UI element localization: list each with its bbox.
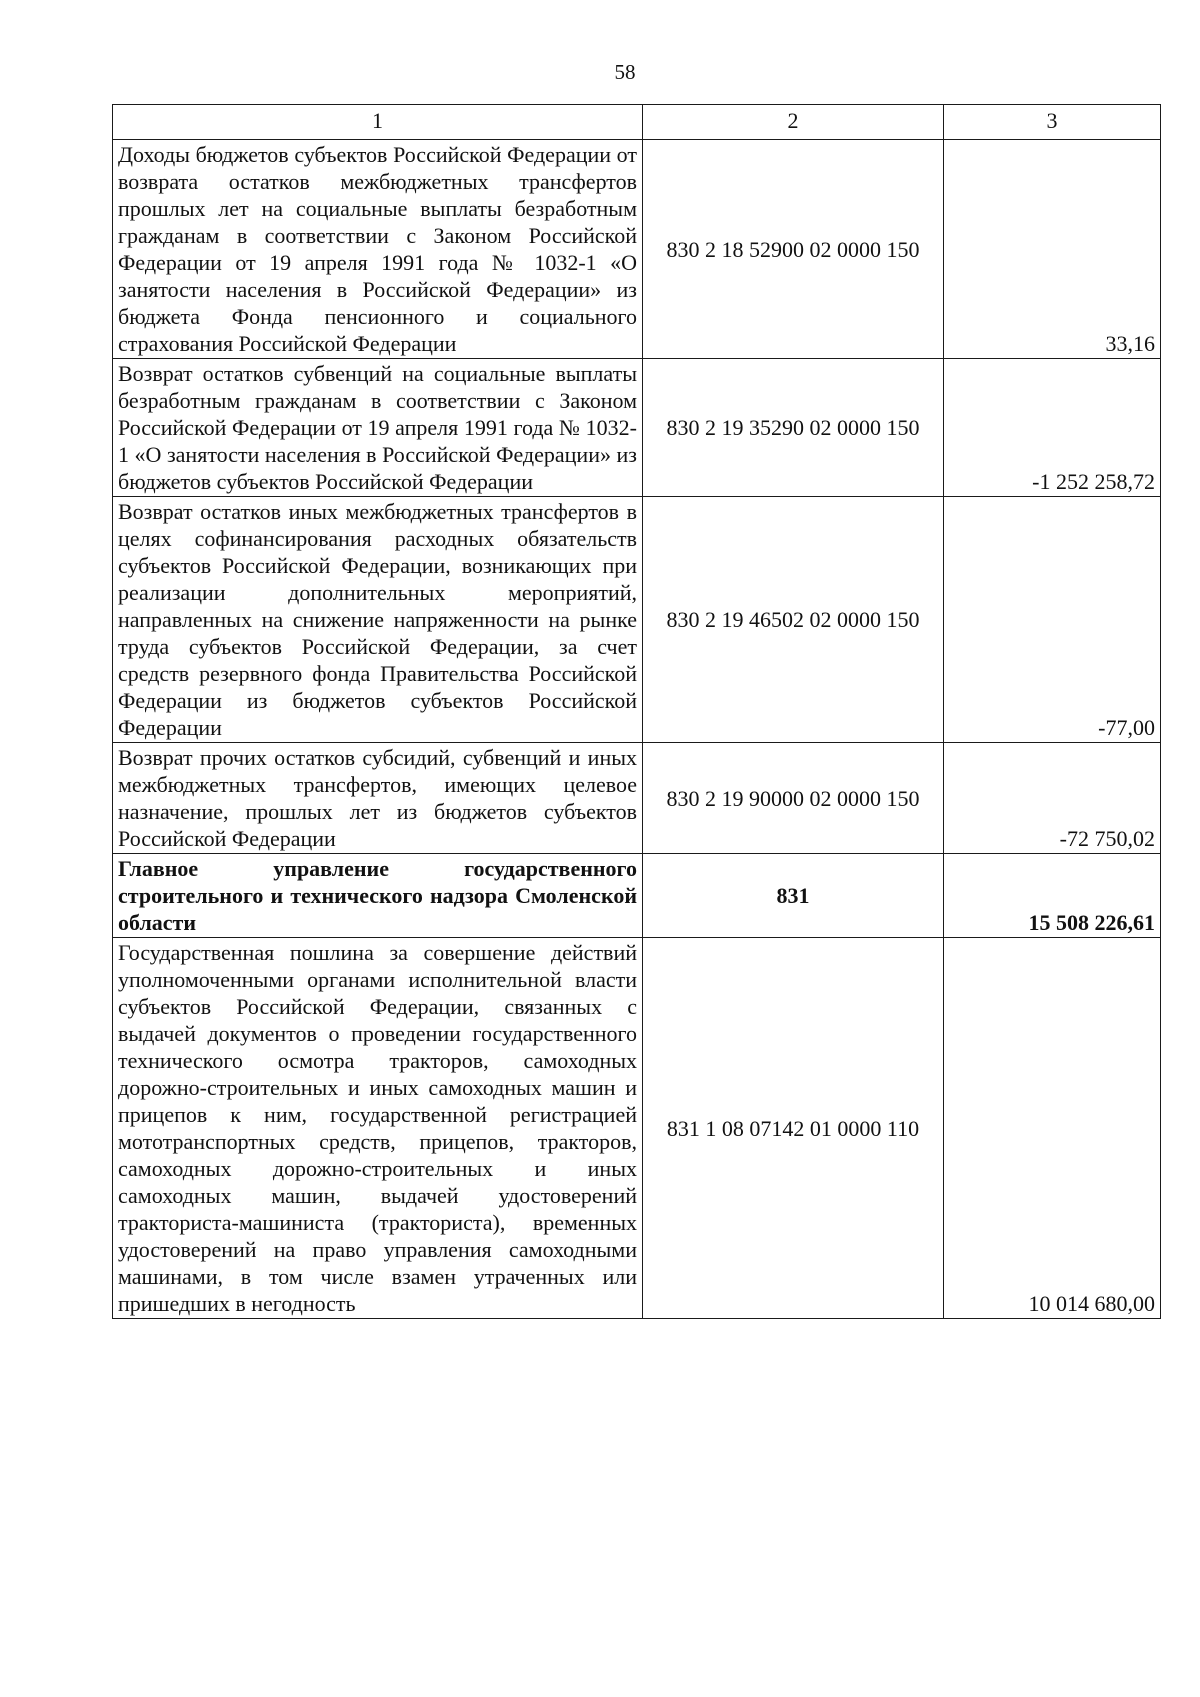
table-row [113, 743, 1161, 854]
department-name: Главное управление государственного строительного и технического надзора Смоленской области [113, 854, 643, 938]
row-name: Возврат прочих остатков субсидий, субвенций и иных межбюджетных трансфертов, имеющих целевое назначение, прошлых лет из бюджетов субъектов Российской Федерации [113, 743, 643, 854]
budget-table [112, 104, 1161, 1319]
column-header-2: 2 [643, 105, 944, 140]
table-row-department [113, 854, 1161, 938]
row-code: 830 2 19 46502 02 0000 150 [643, 497, 944, 743]
table-row [113, 497, 1161, 743]
table-row [113, 359, 1161, 497]
table-row [113, 140, 1161, 359]
column-header-3: 3 [944, 105, 1161, 140]
row-name: Государственная пошлина за совершение действий уполномоченными органами исполнительной власти субъектов Российской Федерации, связанных с выдачей документов о проведении государственного технического осмотра тракторов, самоходных дорожно-строительных и иных самоходных машин и прицепов к ним, государственной регистрацией мототранспортных средств, прицепов, тракторов, самоходных дорожно-строительных и иных самоходных машин, выдачей удостоверений тракториста-машиниста (тракториста), временных удостоверений на право управления самоходными машинами, в том числе взамен утраченных или пришедших в негодность [113, 938, 643, 1319]
row-code: 830 2 19 35290 02 0000 150 [643, 359, 944, 497]
row-code: 830 2 18 52900 02 0000 150 [643, 140, 944, 359]
table-header-row [113, 105, 1161, 140]
row-name: Доходы бюджетов субъектов Российской Федерации от возврата остатков межбюджетных трансфертов прошлых лет на социальные выплаты безработным гражданам в соответствии с Законом Российской Федерации от 19 апреля 1991 года № 1032-1 «О занятости населения в Российской Федерации» из бюджета Фонда пенсионного и социального страхования Российской Федерации [113, 140, 643, 359]
row-code: 831 1 08 07142 01 0000 110 [643, 938, 944, 1319]
row-amount: -72 750,02 [944, 743, 1161, 854]
row-amount: 33,16 [944, 140, 1161, 359]
table-row [113, 938, 1161, 1319]
row-amount: -77,00 [944, 497, 1161, 743]
row-amount: 10 014 680,00 [944, 938, 1161, 1319]
row-name: Возврат остатков иных межбюджетных трансфертов в целях софинансирования расходных обязательств субъектов Российской Федерации, возникающих при реализации дополнительных мероприятий, направленных на снижение напряженности на рынке труда субъектов Российской Федерации, за счет средств резервного фонда Правительства Российской Федерации из бюджетов субъектов Российской Федерации [113, 497, 643, 743]
department-total: 15 508 226,61 [944, 854, 1161, 938]
department-code: 831 [643, 854, 944, 938]
row-code: 830 2 19 90000 02 0000 150 [643, 743, 944, 854]
row-name: Возврат остатков субвенций на социальные выплаты безработным гражданам в соответствии с Законом Российской Федерации от 19 апреля 1991 года № 1032-1 «О занятости населения в Российской Федерации» из бюджетов субъектов Российской Федерации [113, 359, 643, 497]
column-header-1: 1 [113, 105, 643, 140]
page-number: 58 [614, 60, 636, 84]
row-amount: -1 252 258,72 [944, 359, 1161, 497]
